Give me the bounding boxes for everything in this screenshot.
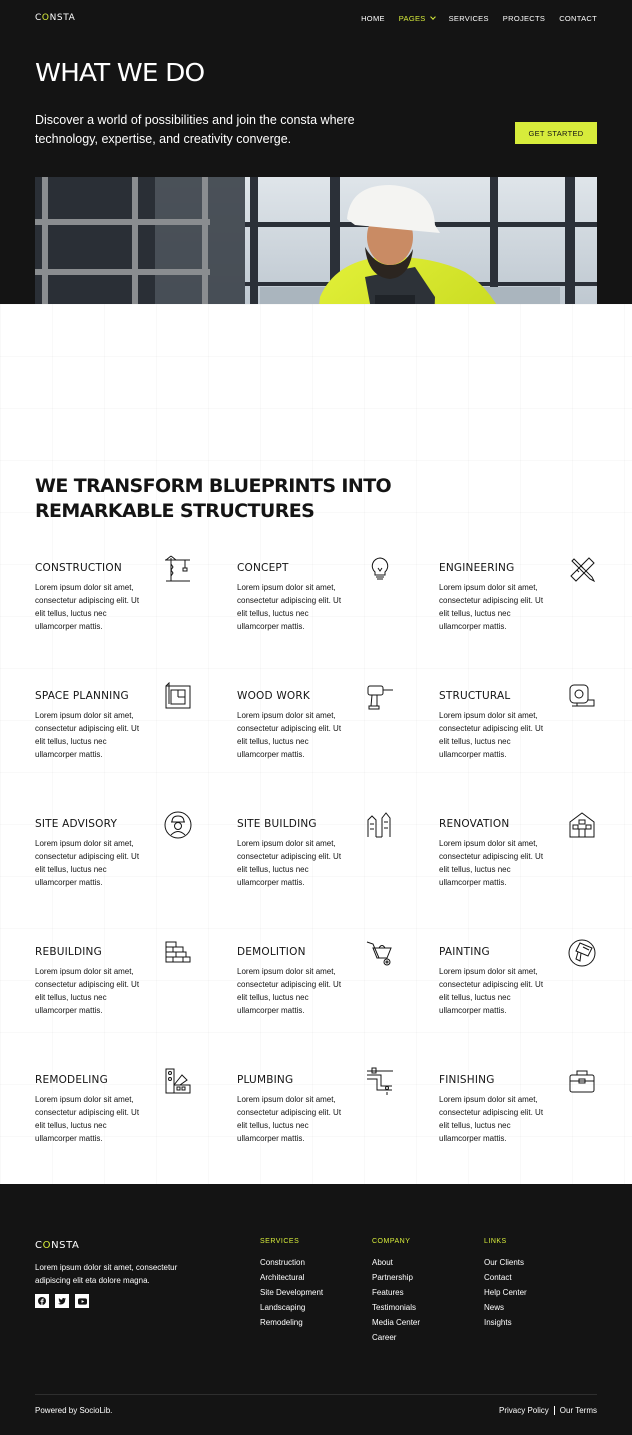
- footer-column-links: [484, 1238, 527, 1330]
- footer-link[interactable]: Contact: [484, 1273, 512, 1282]
- service-card-construction[interactable]: [35, 554, 195, 654]
- service-title: CONSTRUCTION: [35, 562, 122, 574]
- service-description: Lorem ipsum dolor sit amet, consectetur adipiscing elit. Ut elit tellus, luctus nec ullamcorper mattis.: [35, 583, 140, 631]
- service-description: Lorem ipsum dolor sit amet, consectetur adipiscing elit. Ut elit tellus, luctus nec ullamcorper mattis.: [35, 1095, 140, 1143]
- service-title: STRUCTURAL: [439, 690, 511, 702]
- footer-link[interactable]: About: [372, 1258, 393, 1267]
- service-title: PAINTING: [439, 946, 490, 958]
- logo-accent-letter: O: [42, 1240, 52, 1251]
- lightbulb-icon: [365, 554, 395, 584]
- service-description: Lorem ipsum dolor sit amet, consectetur adipiscing elit. Ut elit tellus, luctus nec ullamcorper mattis.: [439, 839, 544, 887]
- footer-logo[interactable]: [35, 1240, 79, 1251]
- footer-link[interactable]: News: [484, 1303, 505, 1312]
- footer-about: Lorem ipsum dolor sit amet, consectetur adipiscing elit eta dolore magna.: [35, 1263, 178, 1285]
- powered-by: Powered by SocioLib.: [35, 1406, 113, 1415]
- ruler-pencil-icon: [567, 554, 597, 584]
- service-card-engineering[interactable]: [439, 554, 599, 654]
- service-card-plumbing[interactable]: [237, 1066, 397, 1166]
- service-description: Lorem ipsum dolor sit amet, consectetur adipiscing elit. Ut elit tellus, luctus nec ullamcorper mattis.: [439, 711, 544, 759]
- footer-link[interactable]: Insights: [484, 1318, 512, 1327]
- drill-icon: [365, 682, 395, 712]
- service-title: SITE ADVISORY: [35, 818, 118, 830]
- toolbox-icon: [567, 1066, 597, 1096]
- logo-text: NSTA: [49, 13, 76, 23]
- service-description: Lorem ipsum dolor sit amet, consectetur adipiscing elit. Ut elit tellus, luctus nec ullamcorper mattis.: [237, 839, 342, 887]
- footer-column-services: [260, 1238, 323, 1330]
- service-title: DEMOLITION: [237, 946, 306, 958]
- footer-column-heading: SERVICES: [260, 1238, 300, 1245]
- footer-divider: [35, 1394, 597, 1395]
- footer-column-heading: LINKS: [484, 1238, 507, 1245]
- footer-link[interactable]: Career: [372, 1333, 397, 1342]
- twitter-link[interactable]: [55, 1294, 69, 1308]
- youtube-icon: [78, 1298, 87, 1305]
- service-description: Lorem ipsum dolor sit amet, consectetur adipiscing elit. Ut elit tellus, luctus nec ullamcorper mattis.: [35, 711, 140, 759]
- service-title: RENOVATION: [439, 818, 510, 830]
- footer-link[interactable]: Remodeling: [260, 1318, 303, 1327]
- footer-link[interactable]: Media Center: [372, 1318, 421, 1327]
- youtube-link[interactable]: [75, 1294, 89, 1308]
- footer-column-company: [372, 1238, 420, 1345]
- get-started-button[interactable]: GET STARTED: [515, 122, 597, 144]
- service-card-renovation[interactable]: [439, 810, 599, 910]
- crane-icon: [163, 554, 193, 584]
- services-heading: WE TRANSFORM BLUEPRINTS INTO REMARKABLE STRUCTURES: [35, 475, 392, 522]
- footer-link[interactable]: Features: [372, 1288, 404, 1297]
- footer-column-heading: COMPANY: [372, 1238, 411, 1245]
- nav-contact[interactable]: CONTACT: [559, 13, 597, 23]
- top-navigation: [35, 12, 597, 24]
- service-description: Lorem ipsum dolor sit amet, consectetur adipiscing elit. Ut elit tellus, luctus nec ullamcorper mattis.: [439, 583, 544, 631]
- service-description: Lorem ipsum dolor sit amet, consectetur adipiscing elit. Ut elit tellus, luctus nec ullamcorper mattis.: [237, 1095, 342, 1143]
- house-icon: [567, 810, 597, 840]
- logo-letter: C: [35, 1240, 43, 1251]
- nav-projects[interactable]: PROJECTS: [502, 13, 546, 23]
- footer-link[interactable]: Construction: [260, 1258, 305, 1267]
- facebook-icon: [38, 1297, 46, 1305]
- site-logo[interactable]: [35, 13, 75, 23]
- nav-home[interactable]: HOME: [361, 13, 385, 23]
- service-card-remodeling[interactable]: [35, 1066, 195, 1166]
- service-description: Lorem ipsum dolor sit amet, consectetur adipiscing elit. Ut elit tellus, luctus nec ullamcorper mattis.: [237, 967, 342, 1015]
- service-card-rebuilding[interactable]: [35, 938, 195, 1038]
- service-card-concept[interactable]: [237, 554, 397, 654]
- social-links: [35, 1294, 89, 1308]
- footer-link[interactable]: Partnership: [372, 1273, 413, 1282]
- legal-links: [499, 1406, 597, 1415]
- paint-roller-icon: [567, 938, 597, 968]
- footer-link[interactable]: Our Clients: [484, 1258, 525, 1267]
- logo-text: NSTA: [51, 1240, 80, 1251]
- hero-description: Discover a world of possibilities and join the consta where technology, expertise, and creativity converge.: [35, 113, 355, 146]
- service-title: WOOD WORK: [237, 690, 310, 702]
- nav-pages[interactable]: [399, 14, 435, 23]
- logo-letter: C: [35, 13, 42, 23]
- privacy-policy-link[interactable]: Privacy Policy: [499, 1406, 549, 1415]
- footer-link[interactable]: Landscaping: [260, 1303, 306, 1312]
- color-palette-icon: [163, 1066, 193, 1096]
- footer-link[interactable]: Help Center: [484, 1288, 527, 1297]
- service-description: Lorem ipsum dolor sit amet, consectetur adipiscing elit. Ut elit tellus, luctus nec ullamcorper mattis.: [35, 839, 140, 887]
- service-card-structural[interactable]: [439, 682, 599, 782]
- tape-measure-icon: [567, 682, 597, 712]
- service-card-finishing[interactable]: [439, 1066, 599, 1166]
- site-footer: [0, 1184, 632, 1435]
- service-card-site-advisory[interactable]: [35, 810, 195, 910]
- service-description: Lorem ipsum dolor sit amet, consectetur adipiscing elit. Ut elit tellus, luctus nec ullamcorper mattis.: [439, 967, 544, 1015]
- service-title: ENGINEERING: [439, 562, 515, 574]
- facebook-link[interactable]: [35, 1294, 49, 1308]
- worker-icon: [163, 810, 193, 840]
- service-card-site-building[interactable]: [237, 810, 397, 910]
- floor-plan-icon: [163, 682, 193, 712]
- nav-pages-label: PAGES: [398, 13, 426, 23]
- footer-link[interactable]: Architectural: [260, 1273, 305, 1282]
- service-title: REBUILDING: [35, 946, 102, 958]
- page-title: WHAT WE DO: [35, 58, 205, 87]
- hero-section: [0, 0, 632, 304]
- skyscrapers-icon: [365, 810, 395, 840]
- service-description: Lorem ipsum dolor sit amet, consectetur adipiscing elit. Ut elit tellus, luctus nec ullamcorper mattis.: [35, 967, 140, 1015]
- footer-link[interactable]: Site Development: [260, 1288, 324, 1297]
- bricks-icon: [163, 938, 193, 968]
- main-nav: [361, 14, 597, 23]
- nav-services[interactable]: SERVICES: [448, 13, 489, 23]
- service-card-painting[interactable]: [439, 938, 599, 1038]
- pipe-icon: [365, 1066, 395, 1096]
- service-card-demolition[interactable]: [237, 938, 397, 1038]
- twitter-icon: [58, 1297, 66, 1305]
- service-title: CONCEPT: [237, 562, 289, 574]
- wheelbarrow-icon: [365, 938, 395, 968]
- service-title: PLUMBING: [237, 1074, 294, 1086]
- chevron-down-icon: [430, 14, 436, 20]
- legal-separator: [554, 1406, 555, 1415]
- footer-link[interactable]: Testimonials: [372, 1303, 417, 1312]
- logo-accent-letter: O: [41, 13, 50, 23]
- terms-link[interactable]: Our Terms: [559, 1406, 597, 1415]
- service-card-wood-work[interactable]: [237, 682, 397, 782]
- service-description: Lorem ipsum dolor sit amet, consectetur adipiscing elit. Ut elit tellus, luctus nec ullamcorper mattis.: [237, 583, 342, 631]
- service-title: SITE BUILDING: [237, 818, 317, 830]
- services-section: [0, 304, 632, 1184]
- service-description: Lorem ipsum dolor sit amet, consectetur adipiscing elit. Ut elit tellus, luctus nec ullamcorper mattis.: [439, 1095, 544, 1143]
- service-title: REMODELING: [35, 1074, 108, 1086]
- service-description: Lorem ipsum dolor sit amet, consectetur adipiscing elit. Ut elit tellus, luctus nec ullamcorper mattis.: [237, 711, 342, 759]
- service-title: FINISHING: [439, 1074, 495, 1086]
- service-title: SPACE PLANNING: [35, 690, 129, 702]
- service-card-space-planning[interactable]: [35, 682, 195, 782]
